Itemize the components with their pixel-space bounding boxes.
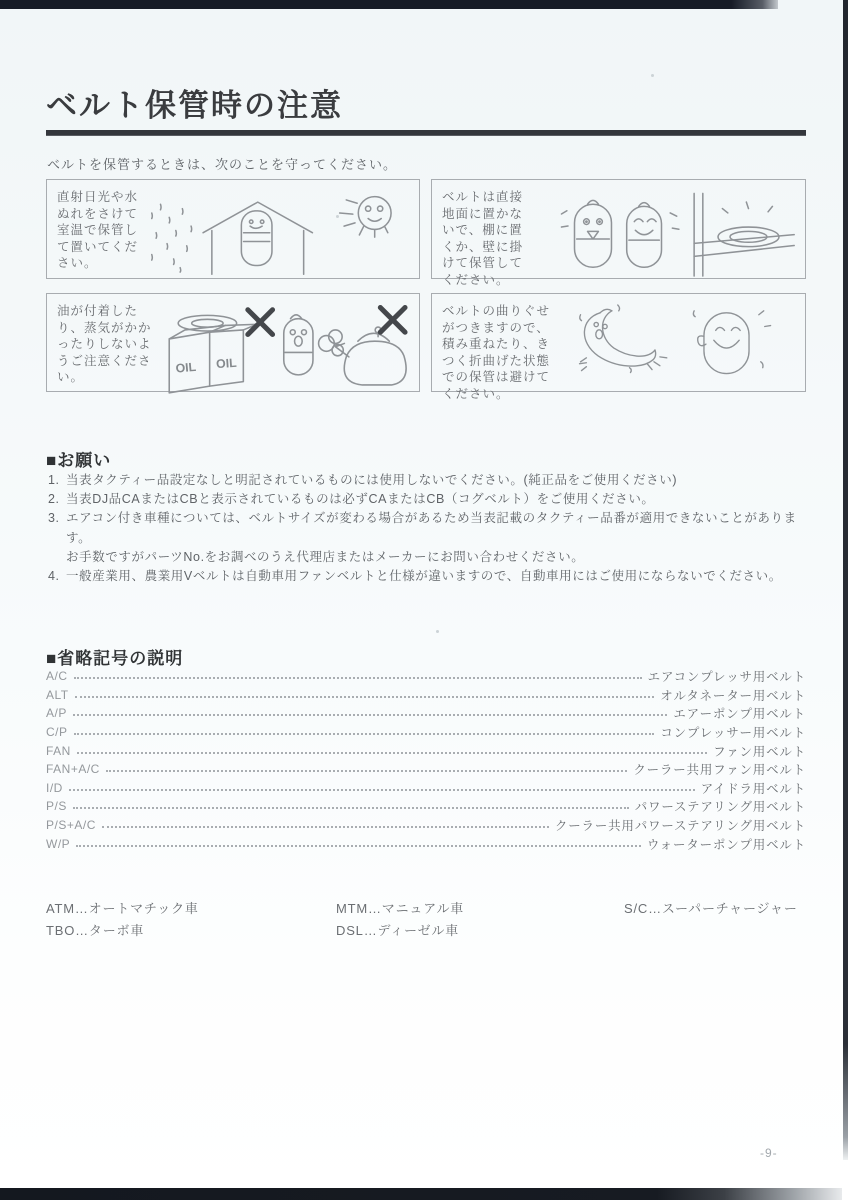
item-text: 当表DJ品CAまたはCBと表示されているものは必ずCAまたはCB（コグベルト）をご使用ください。 [66, 492, 655, 507]
abbreviation-row [46, 686, 806, 705]
item-text: エアコン付き車種については、ベルトサイズが変わる場合があるため当表記載のタクティー品番が適用できないことがあります。 [66, 511, 797, 545]
belts-hanging-shelf-icon [531, 189, 797, 278]
oil-cans-kettle-steam-icon [158, 303, 411, 395]
vehicle-abbr-column [624, 898, 798, 920]
abbr-code: A/C [46, 669, 68, 684]
prohibited-x-icon [248, 307, 405, 334]
dotted-leader [77, 752, 707, 754]
abbr-description: エアーポンプ用ベルト [673, 707, 806, 722]
abbreviation-row [46, 667, 806, 686]
dotted-leader [69, 789, 695, 791]
intro-text: ベルトを保管するときは、次のことを守ってください。 [47, 157, 398, 172]
abbreviation-table [46, 667, 806, 853]
abbr-code: I/D [46, 780, 63, 795]
oil-can-label: OIL [215, 355, 238, 372]
page-number: -9- [760, 1146, 778, 1160]
request-item [48, 471, 808, 490]
abbr-description: エアコンプレッサ用ベルト [647, 670, 806, 685]
vehicle-abbr-item: ATM…オートマチック車 [46, 901, 199, 916]
caution-text: ベルトの曲りぐせがつきますので、積み重ねたり、きつく折曲げた状態での保管は避けてください。 [442, 304, 551, 401]
dotted-leader [75, 696, 655, 698]
item-number: 3. [48, 511, 60, 526]
dotted-leader [76, 845, 641, 847]
section-heading-text: お願い [57, 451, 112, 470]
dotted-leader [74, 677, 642, 679]
abbr-description: アイドラ用ベルト [700, 781, 806, 796]
scan-edge-top [0, 0, 778, 9]
abbr-code: A/P [46, 706, 67, 721]
section-heading-text: 省略記号の説明 [57, 649, 184, 668]
abbreviation-row [46, 723, 806, 742]
abbreviation-row [46, 779, 806, 798]
vehicle-abbr-column [46, 898, 199, 942]
dotted-leader [73, 807, 629, 809]
caution-text: ベルトは直接地面に置かないで、棚に置くか、壁に掛けて保管してください。 [442, 190, 524, 287]
request-item [48, 490, 808, 509]
vehicle-abbr-column [336, 898, 464, 942]
abbr-code: FAN [46, 743, 71, 758]
vehicle-abbr-item: S/C…スーパーチャージャー [624, 901, 798, 916]
request-section-heading [46, 446, 111, 471]
item-number: 2. [48, 492, 60, 507]
abbr-code: P/S [46, 799, 67, 814]
rain-house-belt-sun-icon [143, 189, 411, 279]
scan-speck [651, 74, 654, 77]
abbr-code: FAN+A/C [46, 762, 100, 777]
scan-edge-right [843, 0, 848, 1160]
abbreviation-row [46, 741, 806, 760]
abbreviation-row [46, 760, 806, 779]
abbreviation-row [46, 816, 806, 835]
vehicle-abbr-item: DSL…ディーゼル車 [336, 923, 459, 938]
abbr-description: クーラー共用ファン用ベルト [633, 763, 806, 778]
abbreviation-row [46, 797, 806, 816]
vehicle-abbr-item: MTM…マニュアル車 [336, 901, 465, 916]
abbreviation-section-heading [46, 644, 183, 669]
dotted-leader [74, 733, 655, 735]
dotted-leader [102, 826, 549, 828]
item-number: 4. [48, 569, 60, 584]
abbr-description: クーラー共用パワーステアリング用ベルト [554, 819, 806, 834]
bent-belt-straight-belt-icon [557, 303, 797, 383]
page-title: ベルト保管時の注意 [46, 88, 343, 123]
caution-text: 直射日光や水ぬれをさけて室温で保管して置いてください。 [57, 190, 139, 270]
abbr-description: パワーステアリング用ベルト [634, 800, 806, 815]
abbreviation-row [46, 704, 806, 723]
item-text: 当表タクティー品設定なしと明記されているものには使用しないでください。(純正品をご使用ください) [66, 473, 678, 487]
request-item [48, 509, 808, 567]
abbr-code: ALT [46, 687, 69, 702]
abbr-description: ファン用ベルト [713, 744, 806, 759]
caution-text: 油が付着したり、蒸気がかかったりしないようご注意ください。 [57, 304, 152, 384]
request-item [48, 567, 808, 586]
item-number: 1. [48, 473, 60, 487]
abbr-description: オルタネーター用ベルト [660, 688, 806, 703]
caution-box-sunlight [46, 179, 420, 279]
caution-box-shelf [431, 179, 806, 287]
item-text-continued: お手数ですがパーツNo.をお調べのうえ代理店またはメーカーにお問い合わせください。 [66, 549, 585, 564]
scan-edge-bottom [0, 1188, 842, 1200]
dotted-leader [73, 714, 668, 716]
title-rule [46, 130, 806, 136]
section-bullet-icon: ■ [46, 451, 58, 470]
scan-speck [436, 630, 439, 633]
vehicle-abbr-item: TBO…ターボ車 [46, 923, 145, 938]
request-list [48, 471, 808, 586]
abbr-code: W/P [46, 836, 71, 851]
caution-box-bending [431, 293, 806, 401]
abbr-description: ウォーターポンプ用ベルト [646, 837, 806, 852]
item-text: 一般産業用、農業用Vベルトは自動車用ファンベルトと仕様が違いますので、自動車用にはご使用にならないでください。 [66, 569, 782, 584]
caution-box-oil-steam [46, 293, 420, 392]
dotted-leader [106, 770, 627, 772]
abbr-code: P/S+A/C [46, 818, 96, 833]
abbreviation-row [46, 834, 806, 853]
abbr-description: コンプレッサー用ベルト [660, 726, 806, 741]
oil-can-label: OIL [175, 359, 198, 376]
section-bullet-icon: ■ [46, 649, 58, 668]
abbr-code: C/P [46, 725, 68, 740]
